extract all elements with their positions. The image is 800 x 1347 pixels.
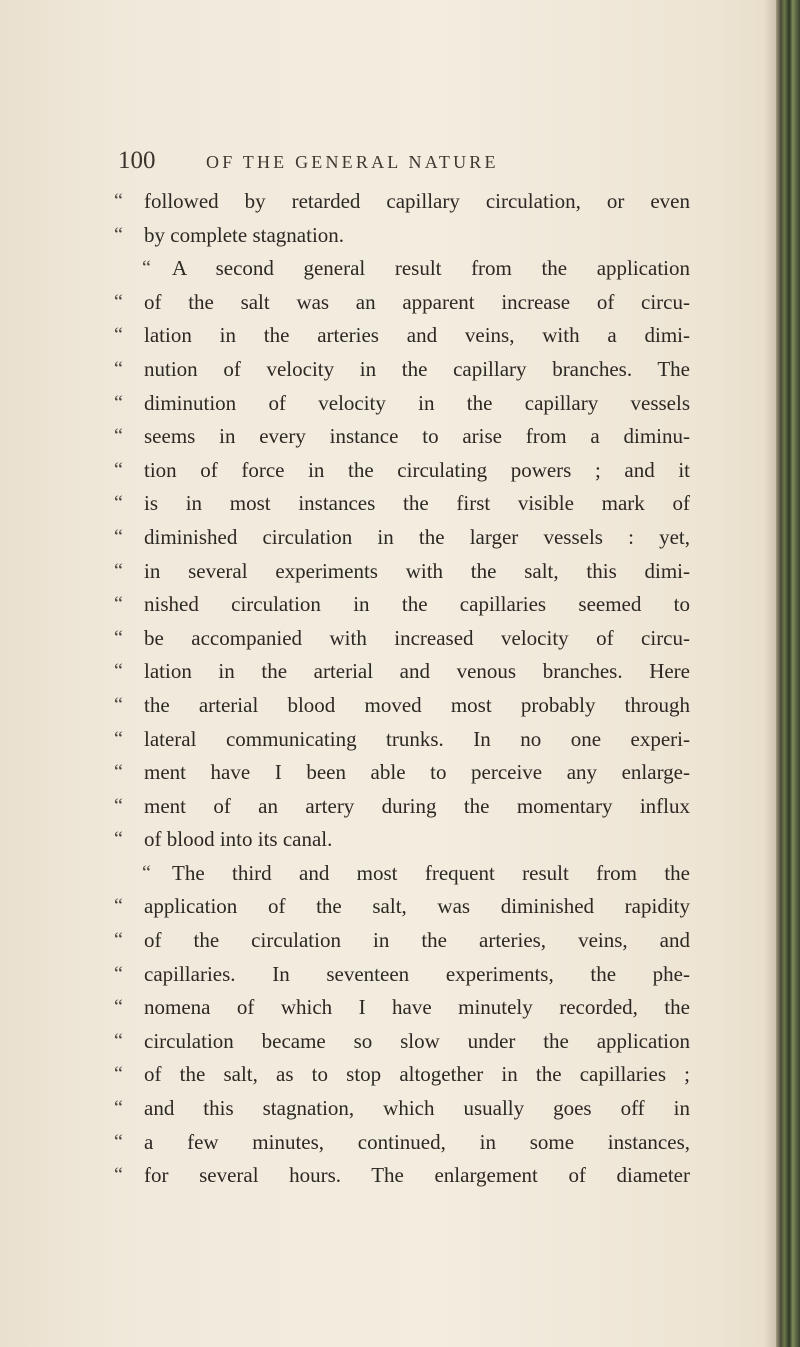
text-line <box>114 1092 694 1126</box>
text-line <box>114 1159 694 1193</box>
quote-mark: “ <box>114 660 123 683</box>
body-text <box>114 185 694 1193</box>
text-line <box>114 756 694 790</box>
line-text: in several experiments with the salt, this dimi- <box>144 558 690 583</box>
quote-mark: “ <box>114 290 123 313</box>
text-line <box>114 387 694 421</box>
line-text: tion of force in the circulating powers ; and it <box>144 457 690 482</box>
text-line <box>114 890 694 924</box>
quote-mark: “ <box>142 257 151 280</box>
quote-mark: “ <box>114 492 123 515</box>
line-text: circulation became so slow under the application <box>144 1028 690 1053</box>
quote-mark: “ <box>142 861 151 884</box>
quote-mark: “ <box>114 190 123 212</box>
text-line <box>114 1126 694 1160</box>
quote-mark: “ <box>114 727 123 750</box>
line-text: application of the salt, was diminished rapidity <box>144 894 690 919</box>
line-text: be accompanied with increased velocity of circu- <box>144 625 690 650</box>
text-line <box>114 555 694 589</box>
text-line <box>114 286 694 320</box>
line-text: of blood into its canal. <box>144 827 333 852</box>
line-text: diminution of velocity in the capillary vessels <box>144 390 690 415</box>
line-text: nomena of which I have minutely recorded, the <box>144 995 690 1020</box>
line-text: of the salt, as to stop altogether in the capillaries ; <box>144 1062 690 1087</box>
quote-mark: “ <box>114 626 123 649</box>
line-text: lation in the arteries and veins, with a dimi- <box>144 323 690 348</box>
line-text: capillaries. In seventeen experiments, the phe- <box>144 961 690 986</box>
text-line <box>114 420 694 454</box>
text-line <box>114 454 694 488</box>
line-text: lation in the arterial and venous branches. Here <box>144 659 690 684</box>
text-line <box>114 353 694 387</box>
text-line <box>114 857 694 891</box>
text-line <box>114 723 694 757</box>
quote-mark: “ <box>114 1130 123 1153</box>
line-text: a few minutes, continued, in some instances, <box>144 1129 690 1154</box>
quote-mark: “ <box>114 1029 123 1052</box>
line-text: ment have I been able to perceive any enlarge- <box>144 760 690 785</box>
book-binding-edge <box>776 0 800 1347</box>
line-text: is in most instances the first visible mark of <box>144 491 690 516</box>
text-line <box>114 689 694 723</box>
quote-mark: “ <box>114 794 123 817</box>
quote-mark: “ <box>114 1097 123 1120</box>
quote-mark: “ <box>114 357 123 380</box>
line-text: The third and most frequent result from the <box>172 860 690 885</box>
page-header <box>118 146 678 176</box>
line-text: followed by retarded capillary circulation, or even <box>144 189 690 213</box>
text-line <box>114 655 694 689</box>
line-text: and this stagnation, which usually goes off in <box>144 1096 690 1121</box>
line-text: of the salt was an apparent increase of circu- <box>144 289 690 314</box>
line-text: lateral communicating trunks. In no one experi- <box>144 726 690 751</box>
quote-mark: “ <box>114 693 123 716</box>
line-text: of the circulation in the arteries, veins, and <box>144 928 690 953</box>
text-line <box>114 319 694 353</box>
quote-mark: “ <box>114 761 123 784</box>
text-line <box>114 991 694 1025</box>
quote-mark: “ <box>114 391 123 414</box>
quote-mark: “ <box>114 223 123 246</box>
quote-mark: “ <box>114 828 123 851</box>
line-text: the arterial blood moved most probably through <box>144 692 690 717</box>
line-text: A second general result from the application <box>172 256 690 281</box>
quote-mark: “ <box>114 895 123 918</box>
text-line <box>114 958 694 992</box>
quote-mark: “ <box>114 962 123 985</box>
quote-mark: “ <box>114 525 123 548</box>
running-title: OF THE GENERAL NATURE <box>206 152 499 172</box>
line-text: for several hours. The enlargement of diameter <box>144 1163 690 1188</box>
text-line <box>114 790 694 824</box>
quote-mark: “ <box>114 1164 123 1187</box>
quote-mark: “ <box>114 559 123 582</box>
text-line <box>114 252 694 286</box>
text-line <box>114 1025 694 1059</box>
gutter-shadow <box>764 0 776 1347</box>
line-text: by complete stagnation. <box>144 222 345 247</box>
quote-mark: “ <box>114 324 123 347</box>
text-line <box>114 521 694 555</box>
text-line <box>114 823 694 857</box>
text-line <box>114 487 694 521</box>
line-text: seems in every instance to arise from a diminu- <box>144 424 690 449</box>
page-number: 100 <box>118 147 156 174</box>
line-text: diminished circulation in the larger vessels : yet, <box>144 524 690 549</box>
text-line <box>114 1058 694 1092</box>
quote-mark: “ <box>114 1063 123 1086</box>
line-text: ment of an artery during the momentary influx <box>144 793 690 818</box>
text-line <box>114 588 694 622</box>
quote-mark: “ <box>114 996 123 1019</box>
text-line <box>114 924 694 958</box>
quote-mark: “ <box>114 929 123 952</box>
quote-mark: “ <box>114 458 123 481</box>
quote-mark: “ <box>114 593 123 616</box>
quote-mark: “ <box>114 425 123 448</box>
text-line <box>114 622 694 656</box>
line-text: nution of velocity in the capillary branches. The <box>144 356 690 381</box>
text-line <box>114 219 694 253</box>
line-text: nished circulation in the capillaries seemed to <box>144 592 690 617</box>
text-line <box>114 185 694 219</box>
